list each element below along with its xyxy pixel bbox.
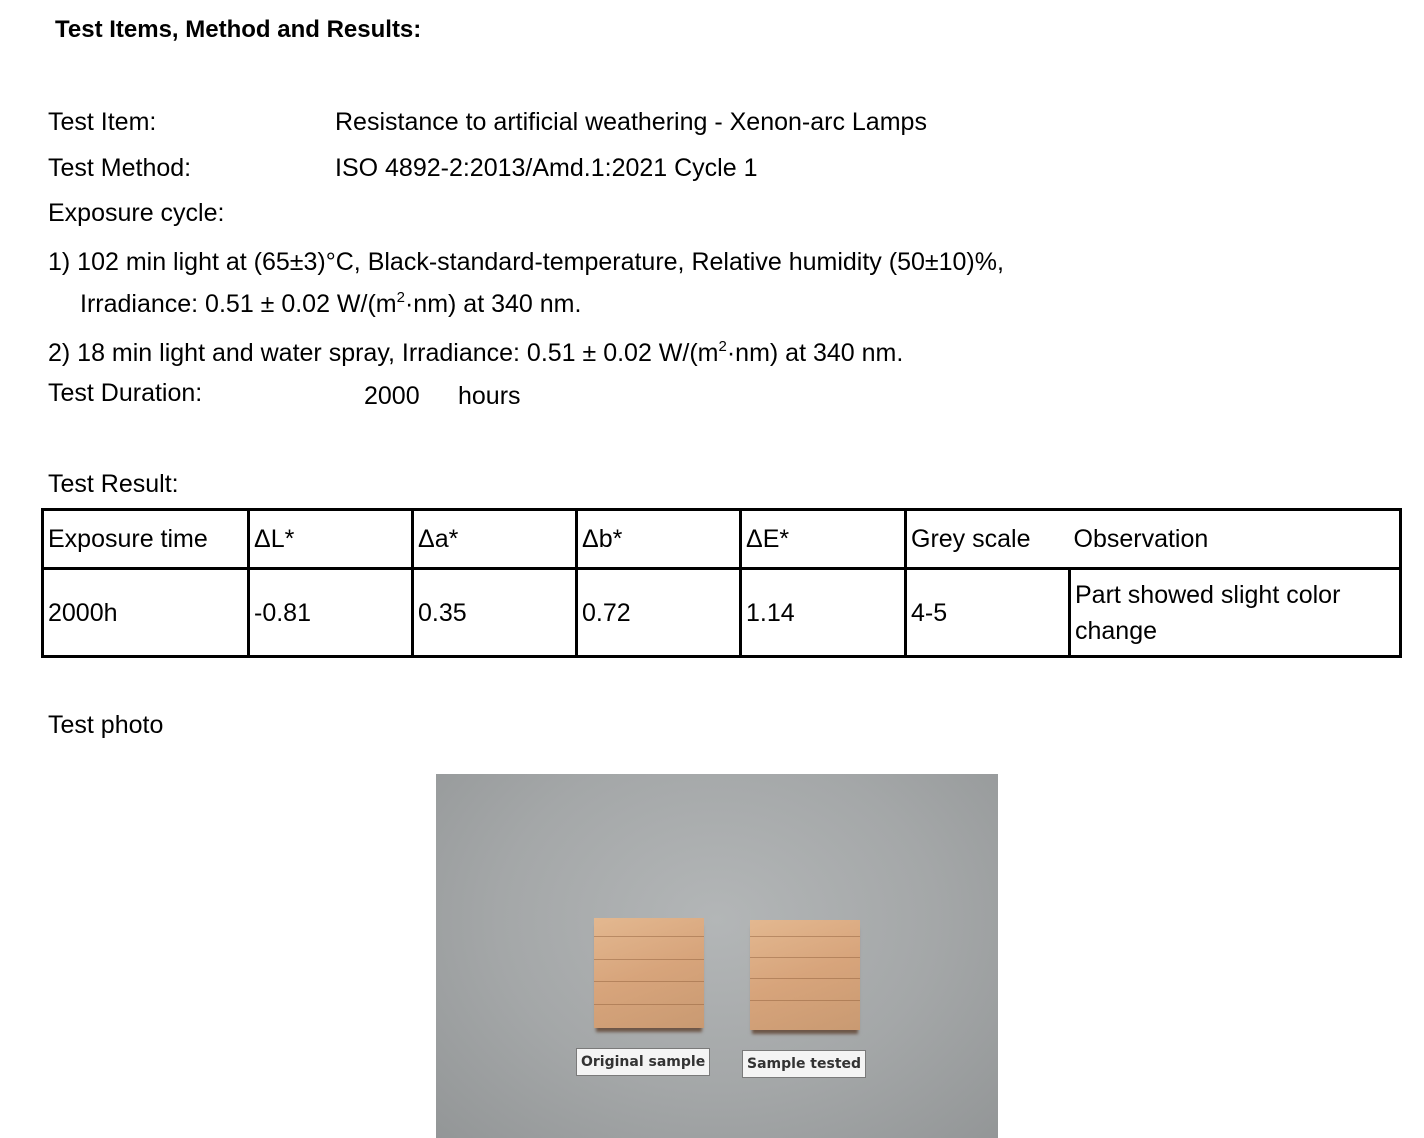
table-row — [43, 569, 1401, 657]
original-sample-block — [594, 918, 704, 1028]
exposure-cycle-label: Exposure cycle: — [48, 199, 225, 227]
header-exposure-time: Exposure time — [43, 510, 249, 569]
test-duration-unit: hours — [458, 382, 521, 410]
test-result-label: Test Result: — [48, 470, 179, 498]
header-delta-l: ΔL* — [249, 510, 413, 569]
test-item-value: Resistance to artificial weathering - Xenon-arc Lamps — [335, 108, 927, 136]
header-grey-scale: Grey scale — [906, 510, 1070, 569]
page-heading: Test Items, Method and Results: — [55, 16, 422, 43]
test-photo — [436, 774, 998, 1138]
test-method-value: ISO 4892-2:2013/Amd.1:2021 Cycle 1 — [335, 154, 758, 182]
tested-sample-block — [750, 920, 860, 1030]
test-duration-label: Test Duration: — [48, 379, 203, 407]
table-header-row — [43, 510, 1401, 569]
cell-delta-b: 0.72 — [577, 569, 741, 657]
cell-delta-e: 1.14 — [741, 569, 906, 657]
test-photo-label: Test photo — [48, 711, 164, 739]
test-method-label: Test Method: — [48, 154, 192, 182]
cell-observation: Part showed slight color change — [1070, 569, 1401, 657]
header-observation: Observation — [1070, 510, 1401, 569]
header-delta-e: ΔE* — [741, 510, 906, 569]
exposure-step-2: 2) 18 min light and water spray, Irradiance: 0.51 ± 0.02 $W/(m^2\cdot nm)$ at 340 nm. — [48, 338, 904, 367]
original-sample-label: Original sample — [576, 1048, 710, 1076]
cell-delta-l: -0.81 — [249, 569, 413, 657]
test-duration-value: 2000 — [364, 382, 420, 410]
header-delta-a: Δa* — [413, 510, 577, 569]
results-table — [41, 508, 1402, 658]
exposure-step-1: 1) 102 min light at (65±3)°C, Black-standard-temperature, Relative humidity (50±10)%, — [48, 248, 1004, 276]
sample-tested-label: Sample tested — [742, 1050, 866, 1078]
exposure-step-1-irradiance: Irradiance: 0.51 ± 0.02 $W/(m^2\cdot nm)$ at 340 nm. — [80, 289, 582, 318]
cell-delta-a: 0.35 — [413, 569, 577, 657]
header-delta-b: Δb* — [577, 510, 741, 569]
cell-exposure-time: 2000h — [43, 569, 249, 657]
test-item-label: Test Item: — [48, 108, 157, 136]
cell-grey-scale: 4-5 — [906, 569, 1070, 657]
